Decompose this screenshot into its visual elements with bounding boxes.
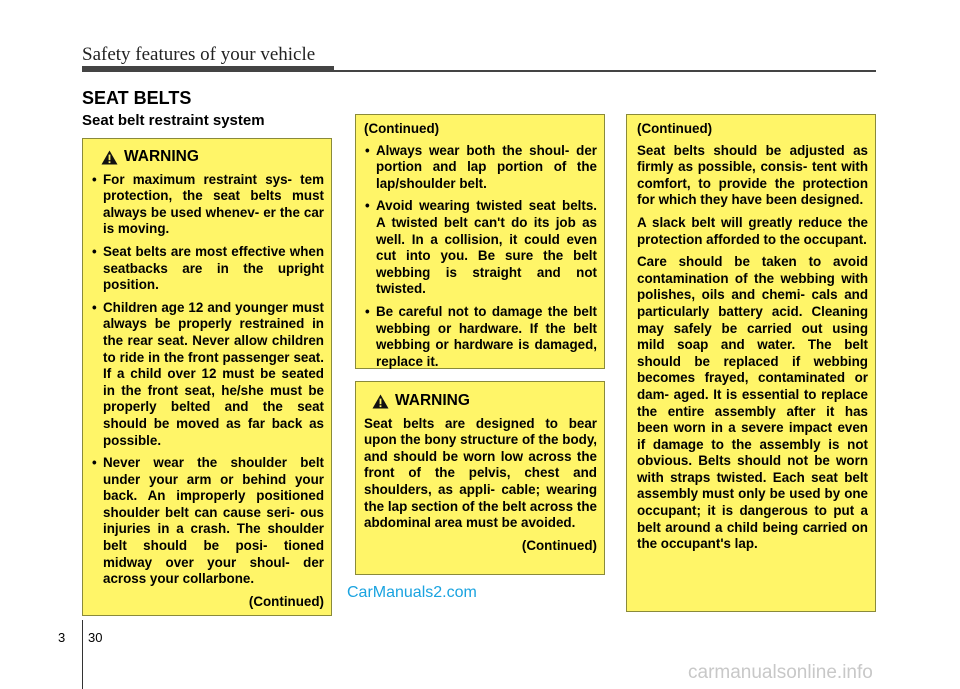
warning-bullet: • Seat belts are most effective when seatbacks are in the upright position. xyxy=(91,244,324,294)
continued-box-4 xyxy=(626,114,876,612)
watermark-link[interactable]: CarManuals2.com xyxy=(347,584,477,601)
header-rule-thin xyxy=(334,70,876,72)
warning-list xyxy=(91,172,324,588)
warning-heading xyxy=(364,393,597,410)
continued-paragraph: Care should be taken to avoid contamination of the webbing with polishes, oils and chemi- cals and particularly battery acid. Cleaning may safely be carried out using mild soap and water. The belt should be replaced if webbing becomes frayed, contaminated or dam- aged. It is essential to replace the entire assembly after it has been worn in a severe impact even if damage to the assembly is not obvious. Belts should not be worn with straps twisted. Each seat belt assembly must only be used by one occupant; it is dangerous to put a belt around a child being carried on the occupant's lap. xyxy=(637,254,868,552)
section-title: SEAT BELTS xyxy=(82,88,192,108)
warning-bullet: • For maximum restraint sys- tem protection, the seat belts must always be used whenev- er the car is moving. xyxy=(91,172,324,238)
page-number-divider xyxy=(82,620,83,689)
header-title: Safety features of your vehicle xyxy=(82,44,316,65)
continued-bullet: • Be careful not to damage the belt webbing or hardware. If the belt webbing or hardware is damaged, replace it. xyxy=(364,304,597,370)
header-rule-thick xyxy=(82,66,334,72)
warning-bullet: • Never wear the shoulder belt under your arm or behind your back. An improperly positioned shoulder belt can cause seri- ous injuries in a crash. The shoulder belt should be posi- tioned midway over your shoul- der across your collarbone. xyxy=(91,455,324,588)
continued-bullet: • Always wear both the shoul- der portion and lap portion of the lap/shoulder belt. xyxy=(364,143,597,193)
warning-box-3 xyxy=(355,381,605,575)
continued-label: (Continued) xyxy=(521,537,597,553)
warning-box-1 xyxy=(82,138,332,616)
page-number: 30 xyxy=(88,630,103,645)
continued-bullet: • Avoid wearing twisted seat belts. A twisted belt can't do its job as well. In a collision, it could even cut into you. Be sure the belt webbing is straight and not twisted. xyxy=(364,198,597,298)
continued-list xyxy=(364,143,597,371)
warning-triangle-icon xyxy=(372,394,389,409)
continued-paragraph: Seat belts should be adjusted as firmly as possible, consis- tent with comfort, to provide the protection for which they have been designed. xyxy=(637,142,868,208)
continued-paragraph: A slack belt will greatly reduce the protection afforded to the occupant. xyxy=(637,214,868,247)
continued-heading: (Continued) xyxy=(637,121,713,136)
warning-heading xyxy=(91,149,324,166)
subsection-title: Seat belt restraint system xyxy=(82,112,265,129)
footer-site-watermark: carmanualsonline.info xyxy=(688,662,873,683)
continued-box-2 xyxy=(355,114,605,369)
warning-label: WARNING xyxy=(124,148,199,165)
warning-text: Seat belts are designed to bear upon the bony structure of the body, and should be worn low across the front of the pelvis, chest and shoulders, as appli- cable; wearing the lap section of the belt across the abdominal area must be avoided. xyxy=(364,415,597,531)
warning-bullet: • Children age 12 and younger must always be properly restrained in the rear seat. Never allow children to ride in the front passenger seat. If a child over 12 must be seated in the front seat, he/she must be properly belted and the seat should be moved as far back as possible. xyxy=(91,300,324,449)
warning-label: WARNING xyxy=(395,392,470,409)
warning-triangle-icon xyxy=(101,150,118,165)
continued-label: (Continued) xyxy=(248,593,324,609)
chapter-number: 3 xyxy=(58,630,66,645)
continued-heading: (Continued) xyxy=(364,121,440,136)
